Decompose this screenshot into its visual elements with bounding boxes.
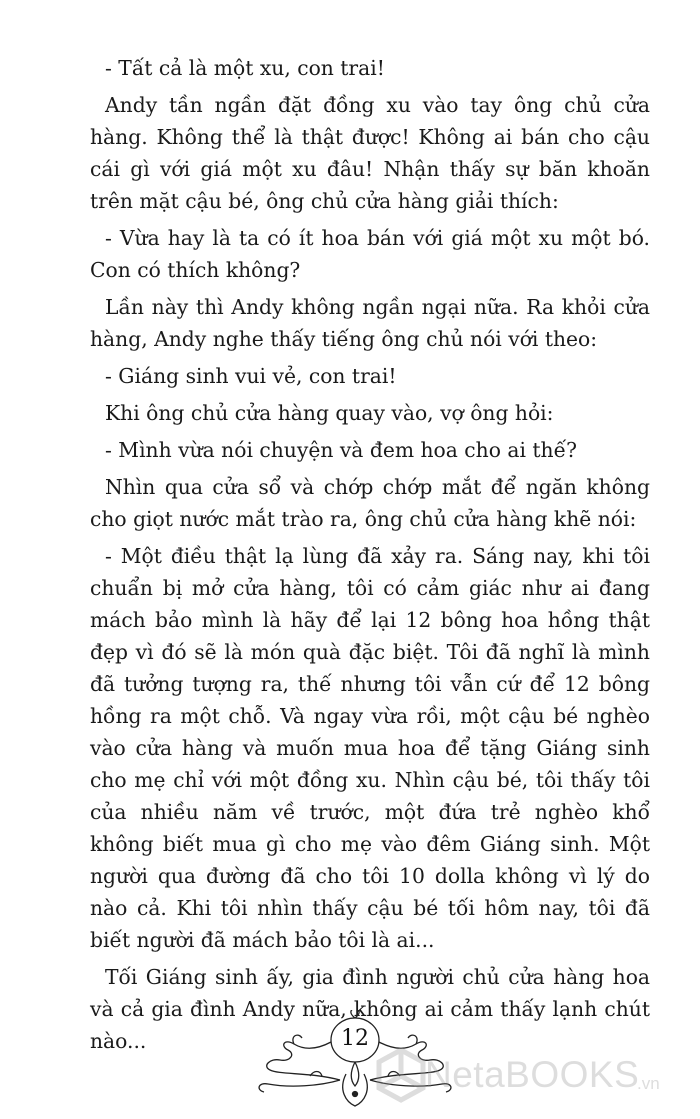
paragraph: - Một điều thật lạ lùng đã xảy ra. Sáng nay, khi tôi chuẩn bị mở cửa hàng, tôi có cảm giác như ai đang mách bảo mình là hãy để lại 12 bông hoa hồng thật đẹp vì đó sẽ là món quà đặc biệt. Tôi đã nghĩ là mình đã tưởng tượng ra, thế nhưng tôi vẫn cứ để 12 bông hồng ra một chỗ. Và ngay vừa rồi, một cậu bé nghèo vào cửa hàng và muốn mua hoa để tặng Giáng sinh cho mẹ chỉ với một đồng xu. Nhìn cậu bé, tôi thấy tôi của nhiều năm về trước, một đứa trẻ nghèo khổ không biết mua gì cho mẹ vào đêm Giáng sinh. Một người qua đường đã cho tôi 10 dolla không vì lý do nào cả. Khi tôi nhìn thấy cậu bé tối hôm nay, tôi đã biết người đã mách bảo tôi là ai... (90, 544, 650, 952)
paragraph: Andy tần ngần đặt đồng xu vào tay ông chủ cửa hàng. Không thể là thật được! Không ai bán cho cậu cái gì với giá một xu đâu! Nhận thấy sự băn khoăn trên mặt cậu bé, ông chủ cửa hàng giải thích: (90, 93, 650, 213)
page-number: 12 (341, 1026, 369, 1051)
watermark-text: NetaBOOKS (425, 1054, 640, 1095)
page-body (90, 52, 650, 1062)
paragraph: - Vừa hay là ta có ít hoa bán với giá một xu một bó. Con có thích không? (90, 226, 650, 282)
watermark (375, 1038, 695, 1118)
paragraph: Khi ông chủ cửa hàng quay vào, vợ ông hỏi: (105, 401, 554, 425)
watermark-suffix: .vn (637, 1074, 660, 1093)
paragraph: Tối Giáng sinh ấy, gia đình người chủ cửa hàng hoa và cả gia đình Andy nữa, không ai cảm thấy lạnh chút nào... (90, 965, 650, 1053)
paragraph: - Giáng sinh vui vẻ, con trai! (105, 364, 397, 388)
paragraph: - Tất cả là một xu, con trai! (105, 56, 385, 80)
paragraph: - Mình vừa nói chuyện và đem hoa cho ai thế? (105, 438, 577, 462)
cube-logo-icon (375, 1046, 427, 1104)
paragraph: Nhìn qua cửa sổ và chớp chớp mắt để ngăn không cho giọt nước mắt trào ra, ông chủ cửa hàng khẽ nói: (90, 475, 650, 531)
paragraph: Lần này thì Andy không ngần ngại nữa. Ra khỏi cửa hàng, Andy nghe thấy tiếng ông chủ nói với theo: (90, 295, 650, 351)
